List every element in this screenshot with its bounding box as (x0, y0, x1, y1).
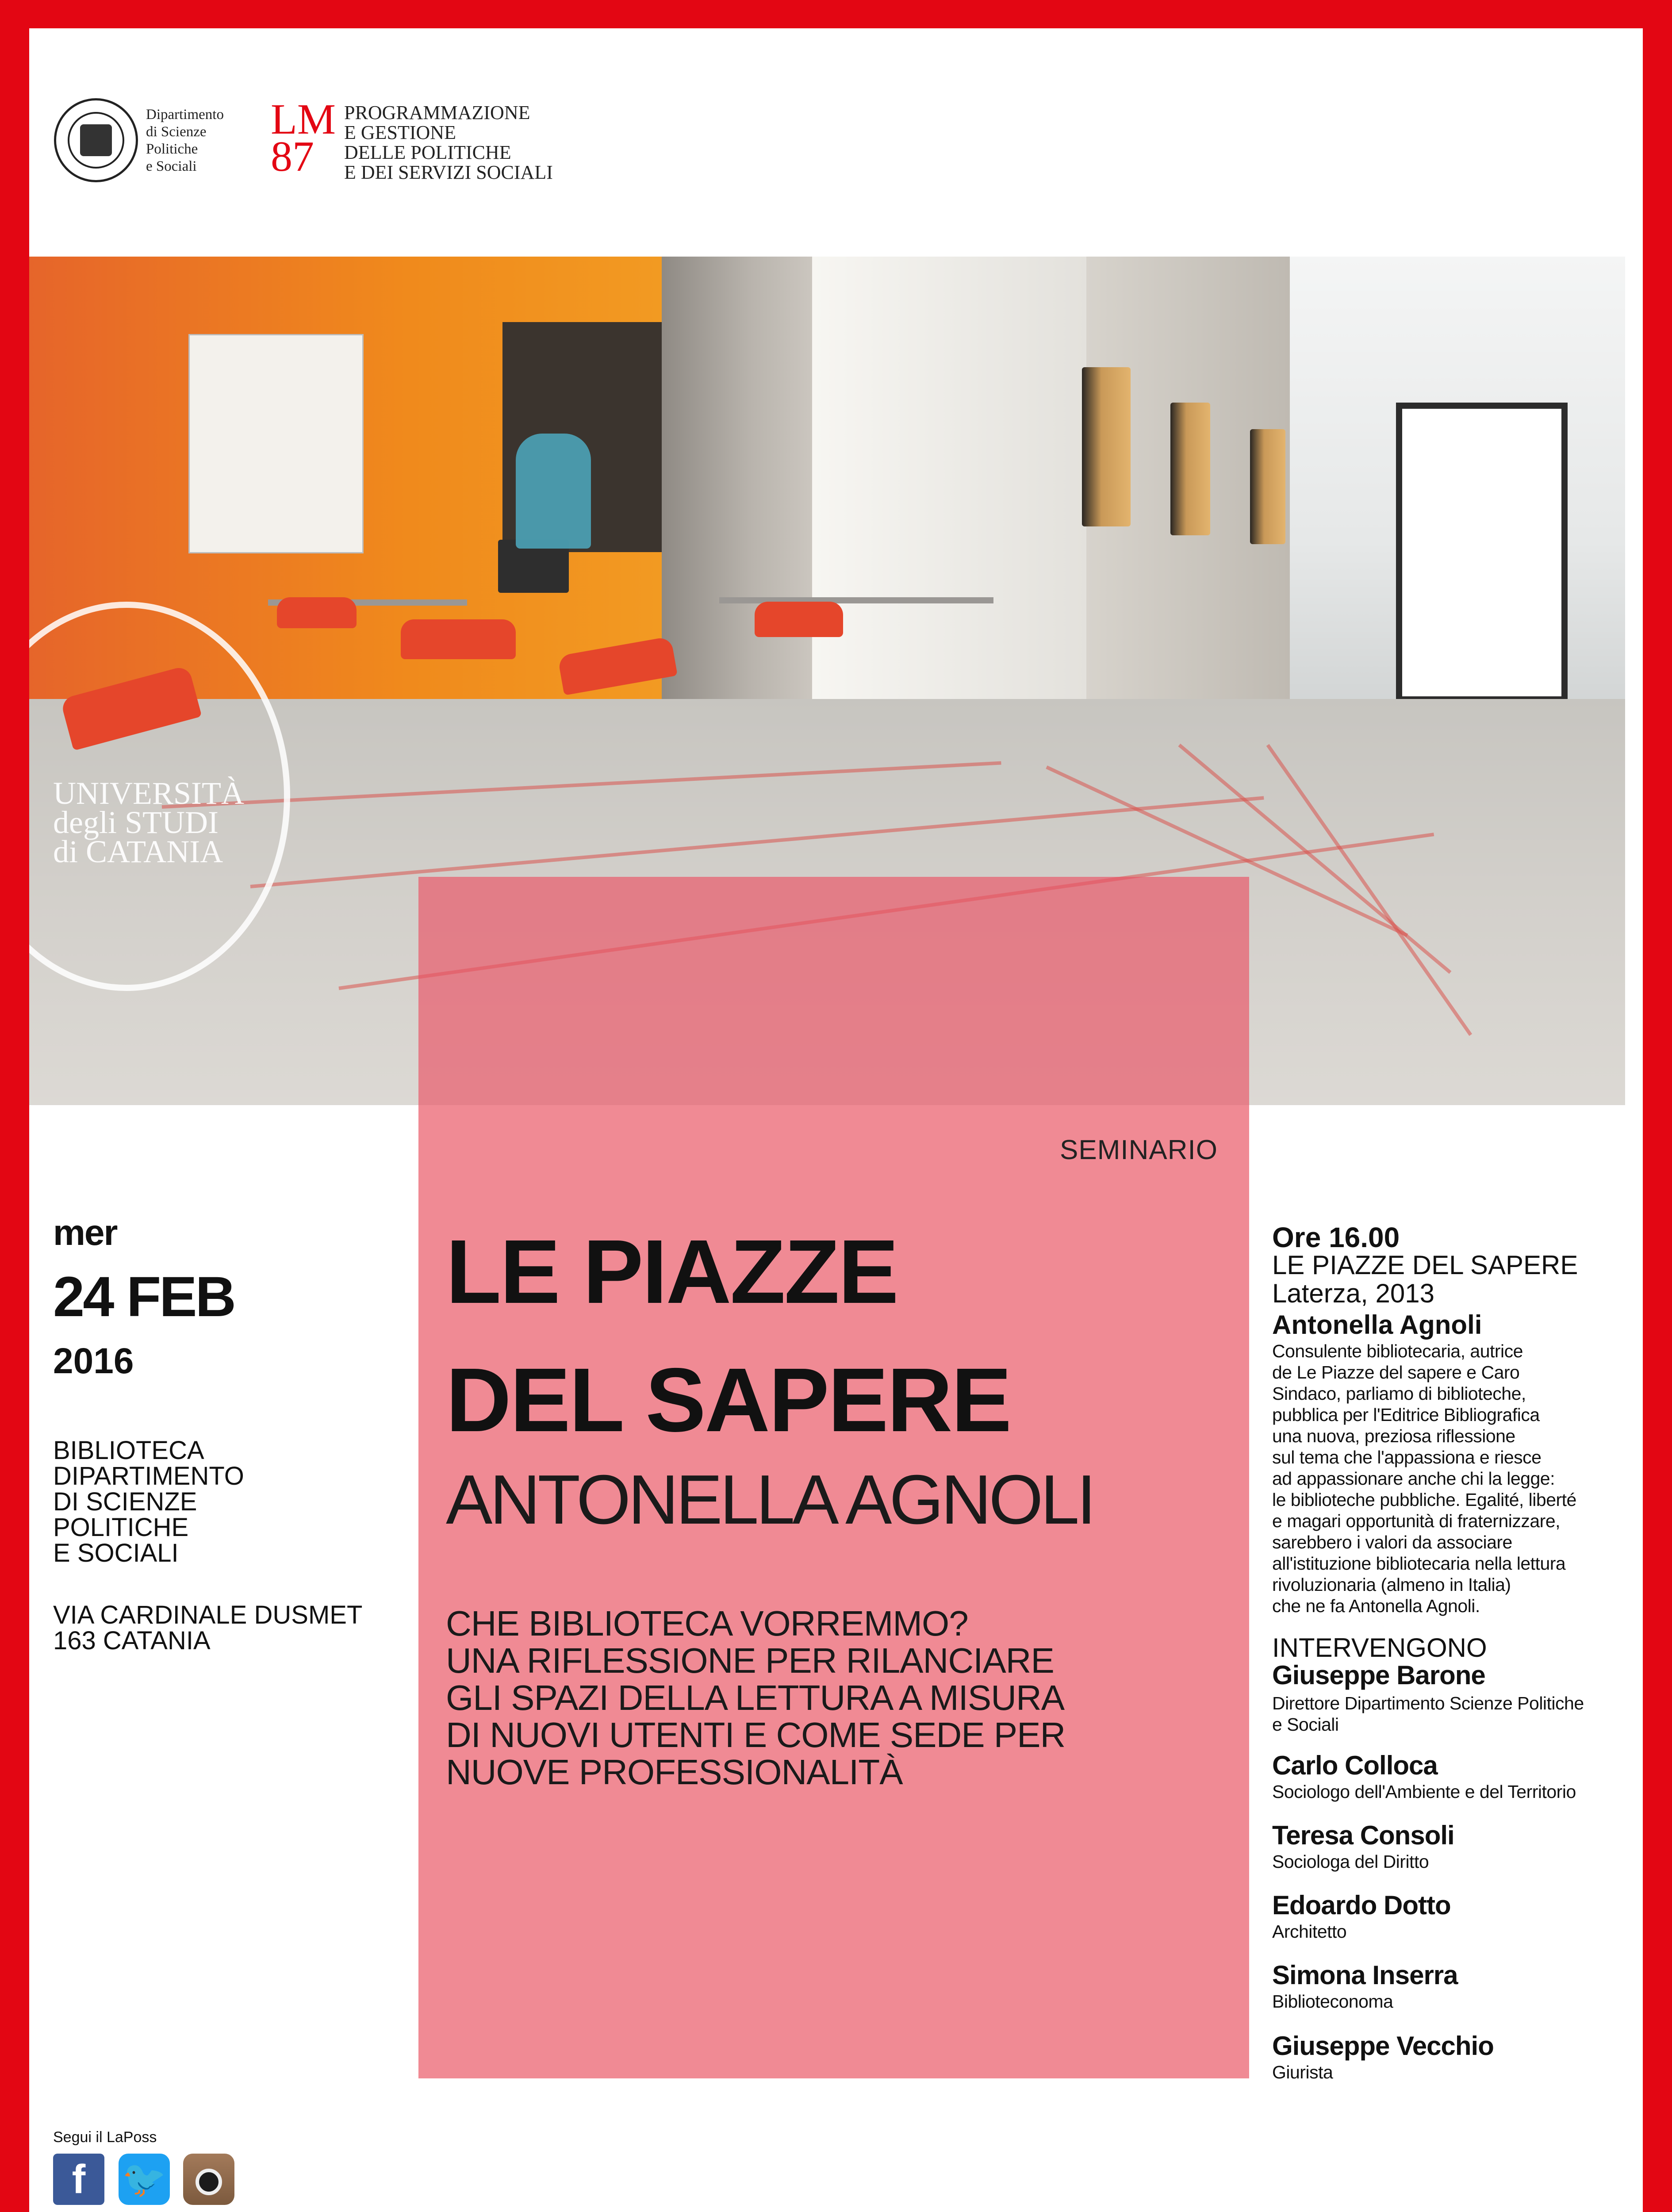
kicker-seminario: SEMINARIO (1060, 1135, 1218, 1165)
instagram-icon[interactable] (183, 2154, 234, 2205)
event-date: 24 FEB (53, 1265, 234, 1329)
event-year: 2016 (53, 1341, 134, 1381)
speaker-name: Teresa Consoli (1272, 1820, 1454, 1850)
intervengono-label: INTERVENGONO (1272, 1633, 1487, 1663)
department-name: Dipartimento di Scienze Politiche e Sociali (146, 107, 224, 174)
lm-code: LM 87 (271, 96, 336, 180)
speaker-name: Edoardo Dotto (1272, 1890, 1451, 1920)
speaker-name: Carlo Colloca (1272, 1751, 1438, 1780)
speaker-role: Direttore Dipartimento Scienze Politiche e Sociali (1272, 1693, 1584, 1735)
event-place: BIBLIOTECA DIPARTIMENTO DI SCIENZE POLITICHE E SOCIALI (53, 1436, 244, 1567)
twitter-icon[interactable]: 🐦 (119, 2154, 170, 2205)
speaker-role: Sociologa del Diritto (1272, 1851, 1429, 1872)
program-description: Consulente bibliotecaria, autrice de Le Piazze del sapere e Caro Sindaco, parliamo di biblioteche, pubblica per l'Editrice Bibliografica una nuova, preziosa riflessione sul tema che l'appassiona e riesce ad appassionare anche chi la legge: le biblioteche pubbliche. Egalité, liberté e magari opportunità di fraternizzare, sarebbero i valori da associare all'istituzione bibliotecaria nella lettura rivoluzionaria (almeno in Italia) che ne fa Antonella Agnoli. (1272, 1341, 1576, 1616)
program-time: Ore 16.00 (1272, 1221, 1400, 1253)
follow-label: Segui il LaPoss (53, 2129, 157, 2146)
event-day: mer (53, 1213, 117, 1253)
speaker-role: Giurista (1272, 2062, 1333, 2082)
event-address: VIA CARDINALE DUSMET 163 CATANIA (53, 1601, 363, 1655)
seminar-question: CHE BIBLIOTECA VORREMMO? UNA RIFLESSIONE PER RILANCIARE GLI SPAZI DELLA LETTURA A MISURA DI NUOVI UTENTI E COME SEDE PER NUOVE PROFESSIONALITÀ (446, 1604, 1066, 1792)
university-seal-icon (54, 98, 138, 182)
speaker-name: Giuseppe Barone (1272, 1660, 1485, 1690)
speaker-name: Simona Inserra (1272, 1960, 1458, 1990)
seminar-author: ANTONELLA AGNOLI (446, 1461, 1094, 1539)
program-book: LE PIAZZE DEL SAPERE Laterza, 2013 (1272, 1250, 1578, 1308)
speaker-role: Architetto (1272, 1921, 1347, 1942)
speaker-name: Giuseppe Vecchio (1272, 2031, 1494, 2061)
facebook-icon[interactable]: f (53, 2154, 104, 2205)
seminar-title: LE PIAZZE DEL SAPERE (446, 1221, 1011, 1451)
speaker-role: Biblioteconoma (1272, 1991, 1393, 2012)
program-author: Antonella Agnoli (1272, 1310, 1482, 1340)
speaker-role: Sociologo dell'Ambiente e del Territorio (1272, 1782, 1576, 1802)
programme-name: PROGRAMMAZIONE E GESTIONE DELLE POLITICHE E DEI SERVIZI SOCIALI (344, 102, 553, 183)
university-name: UNIVERSITÀ degli STUDI di CATANIA (53, 776, 244, 869)
